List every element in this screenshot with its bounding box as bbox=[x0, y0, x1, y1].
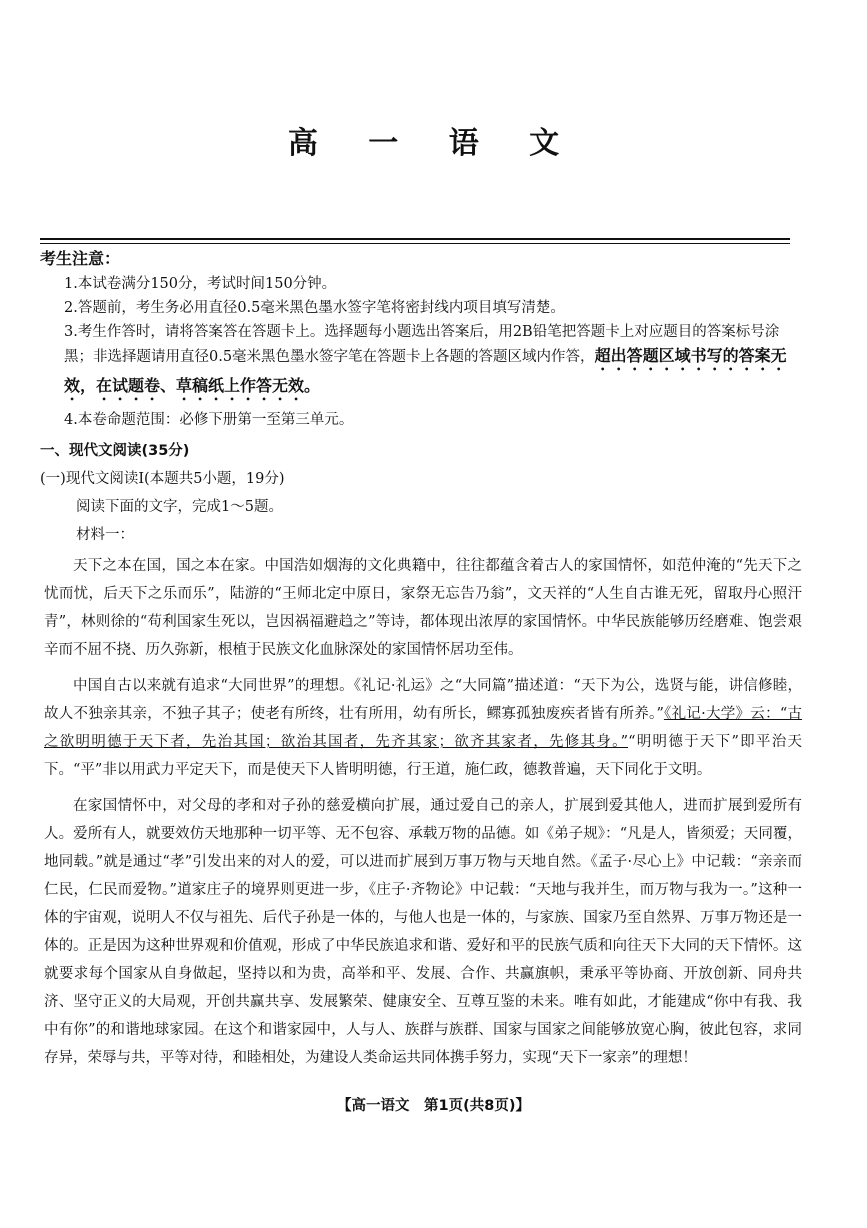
notice-item-2: 2.答题前，考生务必用直径0.5毫米黑色墨水签字笔将密封线内项目填写清楚。 bbox=[64, 300, 565, 316]
passage bbox=[44, 552, 802, 1072]
notice-item-3-text: 3.考生作答时，请将答案答在答题卡上。选择题每小题选出答案后，用2B铅笔把答题卡上对应题目的答案标号涂黑；非选择题请用直径0.5毫米黑色墨水签字笔在答题卡上各题的答题区域内作答， bbox=[64, 324, 780, 365]
notice-item-4: 4.本卷命题范围：必修下册第一至第三单元。 bbox=[64, 412, 354, 428]
header-rule-thin bbox=[40, 243, 790, 244]
exam-notice bbox=[40, 246, 800, 432]
paragraph-1: 天下之本在国，国之本在家。中国浩如烟海的文化典籍中，往往都蕴含着古人的家国情怀，如范仲淹的“先天下之忧而忧，后天下之乐而乐”，陆游的“王师北定中原日，家祭无忘告乃翁”，文天祥的“人生自古谁无死，留取丹心照汗青”，林则徐的“苟利国家生死以，岂因祸福避趋之”等诗，都体现出浓厚的家国情怀。中华民族能够历经磨难、饱尝艰辛而不屈不挠、历久弥新，根植于民族文化血脉深处的家国情怀居功至伟。 bbox=[44, 558, 802, 658]
notice-heading: 考生注意： bbox=[40, 249, 121, 268]
material-label: 材料一： bbox=[76, 527, 134, 543]
section-heading: 一、现代文阅读(35分) bbox=[40, 443, 190, 459]
page-title: 高 一 语 文 bbox=[287, 126, 580, 161]
notice-item-3-emphasis: 超出答题区域书写的答案无效，在试题卷、草稿纸上作答无效。 bbox=[64, 346, 787, 395]
paragraph-3: 在家国情怀中，对父母的孝和对子孙的慈爱横向扩展，通过爱自己的亲人，扩展到爱其他人，进而扩展到爱所有人。爱所有人，就要效仿天地那种一切平等、无不包容、承载万物的品德。如《弟子规》：“凡是人，皆须爱；天同覆，地同载。”就是通过“孝”引发出来的对人的爱，可以进而扩展到万事万物与天地自然。《孟子·尽心上》中记载：“亲亲而仁民，仁民而爱物。”道家庄子的境界则更进一步，《庄子·齐物论》中记载：“天地与我并生，而万物与我为一。”这种一体的宇宙观，说明人不仅与祖先、后代子孙是一体的，与他人也是一体的，与家族、国家乃至自然界、万事万物还是一体的。正是因为这种世界观和价值观，形成了中华民族追求和谐、爱好和平的民族气质和向往天下大同的天下情怀。这就要求每个国家从自身做起，坚持以和为贵，高举和平、发展、合作、共赢旗帜，秉承平等协商、开放创新、同舟共济、坚守正义的大局观，开创共赢共享、发展繁荣、健康安全、互尊互鉴的未来。唯有如此，才能建成“你中有我、我中有你”的和谐地球家园。在这个和谐家园中，人与人、族群与族群、国家与国家之间能够放宽心胸，彼此包容，求同存异，荣辱与共，平等对待，和睦相处，为建设人类命运共同体携手努力，实现“天下一家亲”的理想！ bbox=[44, 798, 802, 1066]
paragraph-2 bbox=[44, 672, 802, 784]
instruction-text: 阅读下面的文字，完成1～5题。 bbox=[76, 499, 283, 515]
notice-item-1: 1.本试卷满分150分，考试时间150分钟。 bbox=[64, 276, 337, 292]
paragraph-2-part-a: 中国自古以来就有追求“大同世界”的理想。《礼记·礼运》之“大同篇”描述道：“天下为公，选贤与能，讲信修睦，故人不独亲其亲，不独子其子；使老有所终，壮有所用，幼有所长，鳏寡孤独废疾者皆有所养。” bbox=[44, 678, 802, 722]
page-footer: 【高一语文 第1页(共8页)】 bbox=[337, 1098, 530, 1114]
paragraph-2-part-b: “明明德于天下”即平治天下。“平”非以用武力平定天下，而是使天下人皆明明德，行王道，施仁政，德教普遍，天下同化于文明。 bbox=[44, 734, 802, 778]
subsection-heading: (一)现代文阅读Ⅰ(本题共5小题，19分) bbox=[40, 471, 285, 487]
paragraph-2-underlined: 《礼记·大学》云：“古之欲明明德于天下者，先治其国；欲治其国者，先齐其家；欲齐其家者，先修其身。” bbox=[44, 706, 802, 750]
header-rule-thick bbox=[40, 238, 790, 240]
notice-item-3 bbox=[40, 320, 800, 404]
